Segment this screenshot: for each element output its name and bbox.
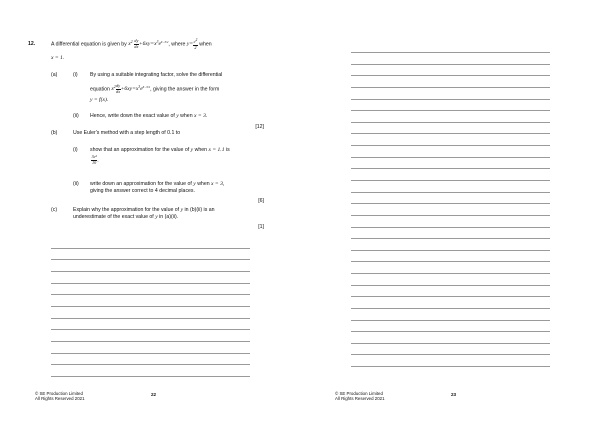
part-b-ii-x: x = 3,: [211, 181, 225, 187]
answer-line: [351, 168, 550, 169]
intro-when: when: [199, 41, 212, 48]
part-b-label: (b): [51, 130, 58, 136]
part-b-i-fraction: $\frac{\text{3e²}}{10}$ .: [91, 154, 99, 165]
answer-line: [351, 273, 550, 274]
part-b-ii-line2: giving the answer correct to 4 decimal places.: [90, 188, 195, 194]
footer-left: [35, 391, 85, 402]
part-b-ii-label: (ii): [73, 181, 79, 187]
answer-line: [351, 157, 550, 158]
answer-line: [351, 64, 550, 65]
part-c-line2-tail: in (a)(ii).: [159, 214, 179, 220]
answer-line: [351, 110, 550, 111]
intro-condition: y= $\frac{e2}{2}$: [186, 38, 198, 50]
part-b-i-words: show that an approximation for the value of: [90, 147, 190, 153]
answer-line: [51, 318, 250, 319]
answer-line: [351, 215, 550, 216]
answer-line: [51, 271, 250, 272]
answer-line: [351, 250, 550, 251]
answer-line: [51, 341, 250, 342]
part-a-ii-words: Hence, write down the exact value of: [90, 113, 175, 119]
part-b-ii-words: write down an approximation for the value of: [90, 181, 192, 187]
question-number: 12.: [28, 41, 36, 47]
part-a-i-line2: [90, 84, 219, 94]
part-a-label: (a): [51, 72, 58, 78]
answer-line: [351, 203, 550, 204]
answer-line: [351, 87, 550, 88]
part-c-line1: [73, 207, 215, 213]
part-b-ii-when: when: [197, 181, 210, 187]
part-b-ii-var: y: [193, 181, 196, 187]
part-c-line1-words: Explain why the approximation for the value of: [73, 207, 180, 213]
part-a-i-equation: $x^2$ $\frac{dy}{dx}$ $+6xy=x^3e^{x-3/2}$: [111, 83, 151, 94]
footer-rights: All Rights Reserved 2021: [35, 396, 85, 402]
answer-line: [351, 308, 550, 309]
part-b-text: Use Euler's method with a step length of 0.1 to: [73, 130, 181, 136]
part-b-i-x: x = 1.1: [208, 147, 225, 153]
answer-line: [351, 320, 550, 321]
answer-line: [51, 329, 250, 330]
answer-line: [51, 283, 250, 284]
part-a-i-equation-word: equation: [90, 86, 110, 93]
answer-line: [51, 353, 250, 354]
answer-line: [351, 354, 550, 355]
part-b-i-denominator: 10: [92, 159, 97, 165]
part-a-i-label: (i): [73, 72, 78, 78]
answer-line: [351, 75, 550, 76]
answer-line: [51, 364, 250, 365]
answer-line: [351, 331, 550, 332]
part-c-line2-words: underestimate of the exact value of: [73, 214, 154, 220]
footer-copyright: © SE Production Limited: [335, 391, 383, 396]
part-a-i-form-text: , giving the answer in the form: [150, 86, 220, 93]
answer-line: [51, 306, 250, 307]
intro-equation: $x^2$ $\frac{dy}{dx}$ $+6xy=x^3e^{x-3/2}$: [128, 38, 169, 49]
part-b-i-var: y: [190, 147, 194, 153]
footer-rights: All Rights Reserved 2021: [335, 396, 385, 402]
part-b-i-when: when: [194, 147, 207, 153]
answer-line: [351, 261, 550, 262]
answer-line: [351, 238, 550, 239]
footer-right: [335, 391, 385, 402]
part-b-ii-line1: [90, 181, 224, 187]
answer-line: [351, 227, 550, 228]
question-intro: [51, 38, 212, 50]
part-c-var: y: [180, 207, 184, 213]
part-c-line2: [73, 214, 178, 220]
part-c-label: (c): [51, 207, 58, 213]
part-a-ii-label: (ii): [73, 113, 79, 119]
part-a-ii-when: when: [180, 113, 193, 119]
intro-text: A differential equation is given by: [51, 41, 127, 48]
intro-where: , where: [168, 41, 186, 48]
part-c-marks: [1]: [258, 224, 264, 230]
part-b-i-text: [90, 147, 230, 153]
part-b-i-is: is: [225, 147, 230, 153]
answer-line: [351, 285, 550, 286]
answer-line: [351, 296, 550, 297]
page-23: [300, 0, 600, 424]
answer-line: [351, 366, 550, 367]
part-b-i-numerator: 3e²: [91, 154, 97, 159]
answer-line: [351, 145, 550, 146]
intro-x-value: x = 1.: [51, 55, 65, 61]
part-a-i-line3: y = f(x).: [90, 97, 109, 103]
part-c-var2: y: [155, 214, 158, 220]
part-a-marks: [12]: [255, 124, 264, 130]
part-a-i-line1: By using a suitable integrating factor, solve the differential: [90, 72, 223, 78]
part-c-line1-tail: in (b)(ii) is an: [184, 207, 215, 213]
answer-line: [51, 259, 250, 260]
answer-line: [351, 99, 550, 100]
answer-line: [351, 180, 550, 181]
part-a-ii-text: [90, 113, 207, 119]
part-a-ii-var: y: [176, 113, 179, 119]
footer-copyright: © SE Production Limited: [35, 391, 83, 396]
answer-line: [351, 52, 550, 53]
answer-line: [351, 192, 550, 193]
answer-line: [351, 133, 550, 134]
page-number-right: 23: [451, 392, 457, 397]
answer-line: [351, 343, 550, 344]
page-number-left: 22: [151, 392, 157, 397]
answer-line: [51, 294, 250, 295]
answer-line: [51, 376, 250, 377]
answer-line: [351, 122, 550, 123]
part-b-i-label: (i): [73, 147, 78, 153]
part-b-marks: [6]: [258, 198, 264, 204]
answer-line: [51, 248, 250, 249]
part-a-ii-x: x = 3.: [194, 113, 208, 119]
